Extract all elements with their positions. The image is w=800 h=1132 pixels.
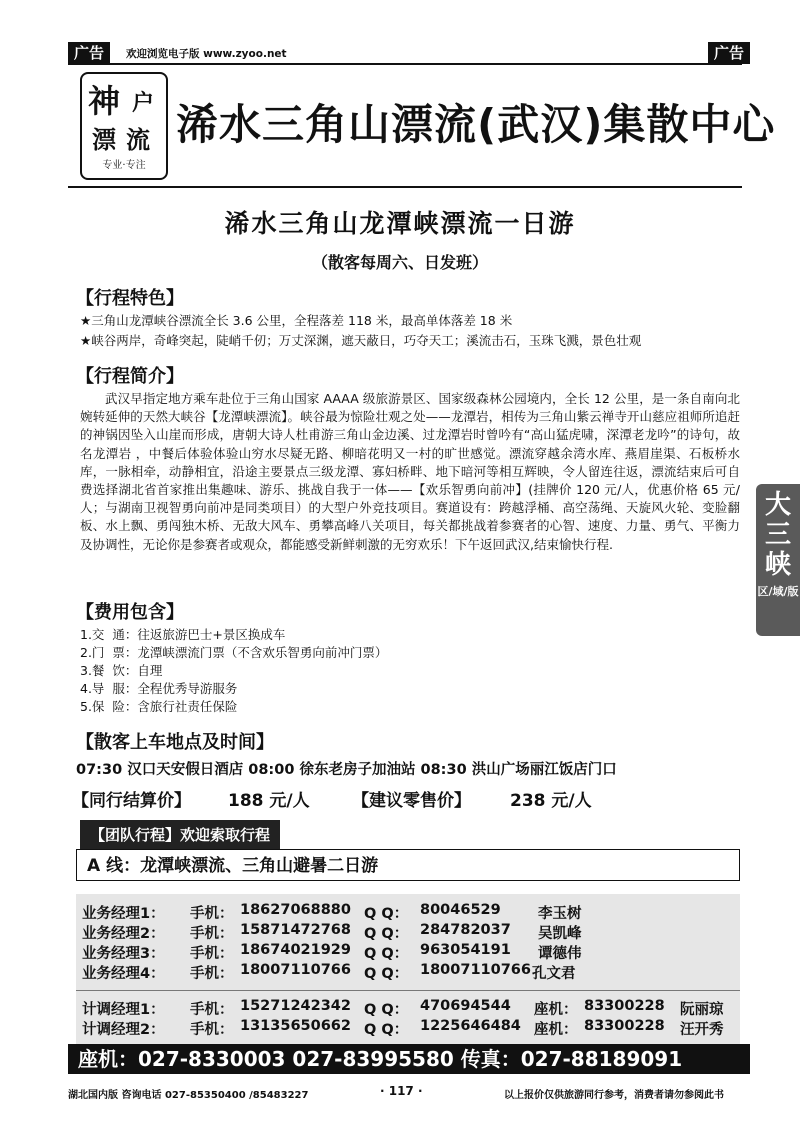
intro-paragraph: 武汉早指定地方乘车赴位于三角山国家 AAAA 级旅游景区、国家级森林公园境内，全长 12 公里，是一条自南向北婉转延伸的天然大峡谷【龙潭峡漂流】。峡谷最为惊险壮观之处——龙潭岩，相传为三角山紫云禅寺开山慈应祖师所追赶的神锅因坠入山崖而形成，唐朝大诗人杜甫游三角山金边溪、过龙潭岩时曾吟有“高山猛虎啸，深潭老龙吟”的诗句，故名龙潭岩 ，中餐后体验体验山穷水尽疑无路、柳暗花明又一村的旷世感觉。漂流穿越余湾水库、燕眉崖渠、石板桥水库，一脉相牵，动静相宜，沿途主要景点三级龙潭、寡妇桥畔、地下暗河等相互辉映，令人留连往返，漂流结束后可自费选择湖北省首家推出集趣味、游乐、挑战自我于一体——【欢乐智勇向前冲】(挂牌价 120 元/人，优惠价格 65 元/人；与湖南卫视智勇向前冲是同类项目）的大型户外竞技项目。赛道设有：跨越浮桶、高空荡绳、天旋风火轮、变脸翻板、水上飘、勇闯独木桥、无敌大风车、勇攀高峰八关项目，每关都挑战着参赛者的心智、速度、力量、勇气、平衡力及协调性，无论你是参赛者或观众，都能感受新鲜刺激的无穷欢乐！下午返回武汉,结束愉快行程. — [80, 391, 740, 552]
side-tab-char-2: 三 — [764, 520, 791, 550]
manager-mobile: 18007110766 — [240, 962, 351, 978]
coordinator-mobile-label: 手机： — [190, 1002, 234, 1018]
manager-qq: 963054191 — [420, 942, 511, 958]
contact-panel — [76, 894, 740, 1044]
manager-qq: 284782037 — [420, 922, 511, 938]
company-logo — [80, 72, 168, 180]
coordinator-qq: 470694544 — [420, 998, 511, 1014]
side-tab-region: 区/域/版 — [757, 585, 799, 598]
line-a-text: A 线：龙潭峡漂流、三角山避暑二日游 — [87, 856, 379, 876]
features-heading: 【行程特色】 — [76, 288, 184, 309]
logo-char-3: 漂 — [92, 125, 116, 154]
manager-name: 吴凯峰 — [538, 926, 582, 942]
fee-item-3: 3.餐 饮：自理 — [80, 663, 163, 678]
fees-heading: 【费用包含】 — [76, 602, 184, 623]
coordinator-tel: 83300228 — [584, 1018, 665, 1034]
feature-item-2: ★峡谷两岸，奇峰突起，陡峭千仞；万丈深渊，遮天蔽日，巧夺天工；溪流击石，玉珠飞溅，景色壮观 — [80, 333, 642, 348]
welcome-text: 欢迎浏览电子版 www.zyoo.net — [126, 48, 287, 60]
tour-title: 浠水三角山龙潭峡漂流一日游 — [224, 209, 576, 238]
fee-item-2: 2.门 票：龙潭峡漂流门票（不含欢乐智勇向前冲门票） — [80, 645, 388, 660]
logo-char-4: 流 — [126, 125, 150, 154]
manager-mobile: 15871472768 — [240, 922, 351, 938]
footer-left: 湖北国内版 咨询电话 027-85350400 /85483227 — [68, 1090, 309, 1101]
manager-mobile-label: 手机： — [190, 946, 234, 962]
manager-mobile-label: 手机： — [190, 926, 234, 942]
retail-price-label: 【建议零售价】 — [352, 791, 471, 811]
manager-role: 业务经理4： — [82, 966, 165, 982]
fee-item-5: 5.保 险：含旅行社责任保险 — [80, 699, 238, 714]
contact-divider — [76, 990, 740, 991]
peer-price-label: 【同行结算价】 — [72, 791, 191, 811]
contact-bar: 座机：027-8330003 027-83995580 传真：027-88189091 — [68, 1044, 750, 1074]
fee-item-4: 4.导 服：全程优秀导游服务 — [80, 681, 238, 696]
pickup-schedule: 07:30 汉口天安假日酒店 08:00 徐东老房子加油站 08:30 洪山广场丽江饭店门口 — [76, 762, 617, 778]
manager-name: 李玉树 — [538, 906, 582, 922]
manager-qq-label: Q Q： — [364, 926, 409, 942]
logo-char-1: 神 — [88, 82, 121, 120]
manager-mobile: 18627068880 — [240, 902, 351, 918]
fee-item-1: 1.交 通：往返旅游巴士+景区换成车 — [80, 627, 286, 642]
line-a-box — [76, 849, 740, 881]
intro-heading: 【行程简介】 — [76, 366, 184, 387]
coordinator-tel-label: 座机： — [534, 1022, 578, 1038]
main-title: 浠水三角山漂流(武汉)集散中心 — [176, 100, 776, 149]
coordinator-mobile: 15271242342 — [240, 998, 351, 1014]
ad-label-right: 广告 — [708, 42, 750, 64]
coordinator-role: 计调经理1： — [82, 1002, 165, 1018]
coordinator-tel-label: 座机： — [534, 1002, 578, 1018]
coordinator-qq-label: Q Q： — [364, 1022, 409, 1038]
header-rule — [68, 63, 742, 65]
logo-slogan: 专业·专注 — [102, 160, 146, 171]
manager-name: 谭德伟 — [538, 946, 582, 962]
manager-mobile-label: 手机： — [190, 906, 234, 922]
coordinator-qq: 1225646484 — [420, 1018, 521, 1034]
feature-item-1: ★三角山龙潭峡谷漂流全长 3.6 公里，全程落差 118 米，最高单体落差 18 米 — [80, 313, 513, 328]
manager-role: 业务经理2： — [82, 926, 165, 942]
title-rule — [68, 186, 742, 188]
manager-qq-label: Q Q： — [364, 966, 409, 982]
side-tab-char-1: 大 — [764, 490, 791, 520]
coordinator-mobile: 13135650662 — [240, 1018, 351, 1034]
logo-char-2: 户 — [132, 90, 155, 116]
manager-role: 业务经理3： — [82, 946, 165, 962]
pickup-heading: 【散客上车地点及时间】 — [76, 732, 274, 753]
manager-role: 业务经理1： — [82, 906, 165, 922]
retail-price-value: 238 元/人 — [510, 791, 592, 811]
side-tab-char-3: 峡 — [764, 550, 791, 580]
manager-qq-label: Q Q： — [364, 906, 409, 922]
coordinator-tel: 83300228 — [584, 998, 665, 1014]
manager-qq-label: Q Q： — [364, 946, 409, 962]
manager-mobile-label: 手机： — [190, 966, 234, 982]
coordinator-qq-label: Q Q： — [364, 1002, 409, 1018]
manager-qq: 18007110766 — [420, 962, 531, 978]
region-side-tab — [756, 484, 800, 636]
manager-mobile: 18674021929 — [240, 942, 351, 958]
peer-price-value: 188 元/人 — [228, 791, 310, 811]
ad-label-left: 广告 — [68, 42, 110, 64]
coordinator-mobile-label: 手机： — [190, 1022, 234, 1038]
manager-name: 孔文君 — [532, 966, 576, 982]
footer-right: 以上报价仅供旅游同行参考，消费者请勿参阅此书 — [504, 1090, 724, 1101]
coordinator-name: 汪开秀 — [680, 1022, 724, 1038]
tour-subtitle: （散客每周六、日发班） — [311, 253, 488, 272]
coordinator-name: 阮丽琼 — [680, 1002, 724, 1018]
team-itinerary-banner: 【团队行程】欢迎索取行程 — [80, 820, 280, 849]
coordinator-role: 计调经理2： — [82, 1022, 165, 1038]
footer-page-number: · 117 · — [380, 1084, 423, 1098]
manager-qq: 80046529 — [420, 902, 501, 918]
